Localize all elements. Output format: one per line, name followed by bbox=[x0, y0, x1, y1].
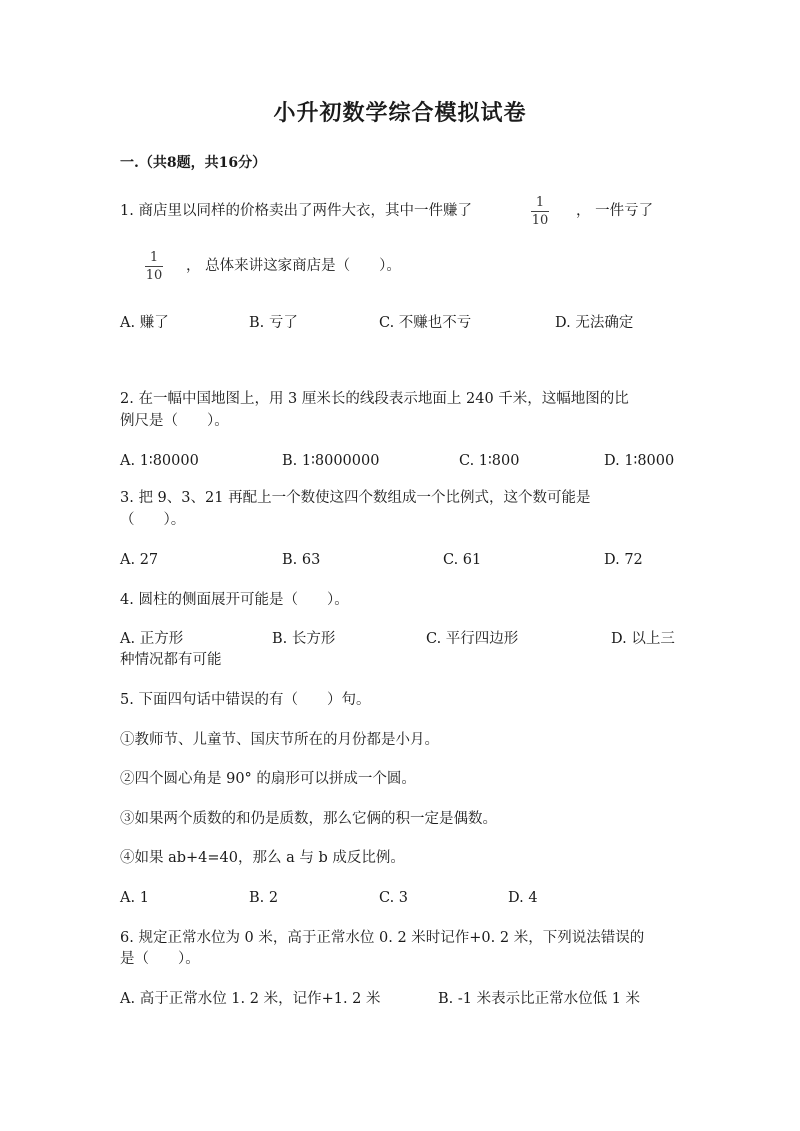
question-5-line-1: 5. 下面四句话中错误的有（ ）句。 bbox=[120, 692, 371, 708]
page-title: 小升初数学综合模拟试卷 bbox=[273, 100, 527, 126]
question-2-option-d: D. 1∶8000 bbox=[604, 453, 675, 469]
question-3-line-2: （ ）。 bbox=[120, 512, 186, 528]
question-4-option-b: B. 长方形 bbox=[272, 631, 336, 647]
question-5-option-a: A. 1 bbox=[120, 890, 149, 906]
question-4-option-a: A. 正方形 bbox=[120, 631, 184, 647]
question-5-option-d: D. 4 bbox=[508, 890, 538, 906]
fraction-denominator: 10 bbox=[531, 213, 549, 228]
question-1-fraction-2 bbox=[145, 250, 163, 283]
question-3-option-b: B. 63 bbox=[282, 552, 321, 568]
question-5-statement-4: ④如果 ab+4=40，那么 a 与 b 成反比例。 bbox=[120, 850, 405, 866]
question-5-option-c: C. 3 bbox=[379, 890, 409, 906]
question-1-fraction-1 bbox=[531, 195, 549, 228]
question-1-option-b: B. 亏了 bbox=[249, 315, 298, 331]
question-1-text: 1. 商店里以同样的价格卖出了两件大衣，其中一件赚了 bbox=[120, 203, 472, 219]
question-5-statement-1: ①教师节、儿童节、国庆节所在的月份都是小月。 bbox=[120, 732, 439, 748]
question-4-option-d: D. 以上三 bbox=[611, 631, 675, 647]
question-3-option-a: A. 27 bbox=[120, 552, 159, 568]
question-2-option-a: A. 1∶80000 bbox=[120, 453, 199, 469]
question-1-option-a: A. 赚了 bbox=[120, 315, 169, 331]
fraction-numerator: 1 bbox=[535, 195, 545, 210]
question-6-option-b: B. -1 米表示比正常水位低 1 米 bbox=[438, 991, 641, 1007]
question-2-line-2: 例尺是（ ）。 bbox=[120, 413, 229, 429]
question-1-text-end: ， 总体来讲这家商店是（ ）。 bbox=[186, 258, 401, 274]
fraction-bar bbox=[145, 266, 163, 267]
question-3-line-1: 3. 把 9、3、21 再配上一个数使这四个数组成一个比例式，这个数可能是 bbox=[120, 490, 591, 506]
question-1-option-d: D. 无法确定 bbox=[555, 315, 634, 331]
question-4-option-c: C. 平行四边形 bbox=[426, 631, 519, 647]
fraction-numerator: 1 bbox=[149, 250, 159, 265]
question-1-text-cont: ， 一件亏了 bbox=[576, 203, 654, 219]
question-4-line-1: 4. 圆柱的侧面展开可能是（ ）。 bbox=[120, 592, 349, 608]
question-5-statement-2: ②四个圆心角是 90° 的扇形可以拼成一个圆。 bbox=[120, 771, 416, 787]
question-2-option-b: B. 1∶8000000 bbox=[282, 453, 380, 469]
fraction-denominator: 10 bbox=[145, 268, 163, 283]
section-header: 一.（共8题，共16分） bbox=[120, 155, 267, 171]
fraction-bar bbox=[531, 211, 549, 212]
question-2-line-1: 2. 在一幅中国地图上，用 3 厘米长的线段表示地面上 240 千米，这幅地图的比 bbox=[120, 391, 629, 407]
question-2-option-c: C. 1∶800 bbox=[459, 453, 520, 469]
question-5-option-b: B. 2 bbox=[249, 890, 279, 906]
question-6-option-a: A. 高于正常水位 1. 2 米，记作+1. 2 米 bbox=[120, 991, 381, 1007]
question-6-line-2: 是（ ）。 bbox=[120, 951, 200, 967]
question-4-option-d-cont: 种情况都有可能 bbox=[120, 652, 222, 668]
question-6-line-1: 6. 规定正常水位为 0 米，高于正常水位 0. 2 米时记作+0. 2 米，下列说法错误的 bbox=[120, 930, 645, 946]
question-3-option-d: D. 72 bbox=[604, 552, 643, 568]
question-3-option-c: C. 61 bbox=[443, 552, 482, 568]
question-5-statement-3: ③如果两个质数的和仍是质数，那么它俩的积一定是偶数。 bbox=[120, 811, 497, 827]
question-1-option-c: C. 不赚也不亏 bbox=[379, 315, 472, 331]
